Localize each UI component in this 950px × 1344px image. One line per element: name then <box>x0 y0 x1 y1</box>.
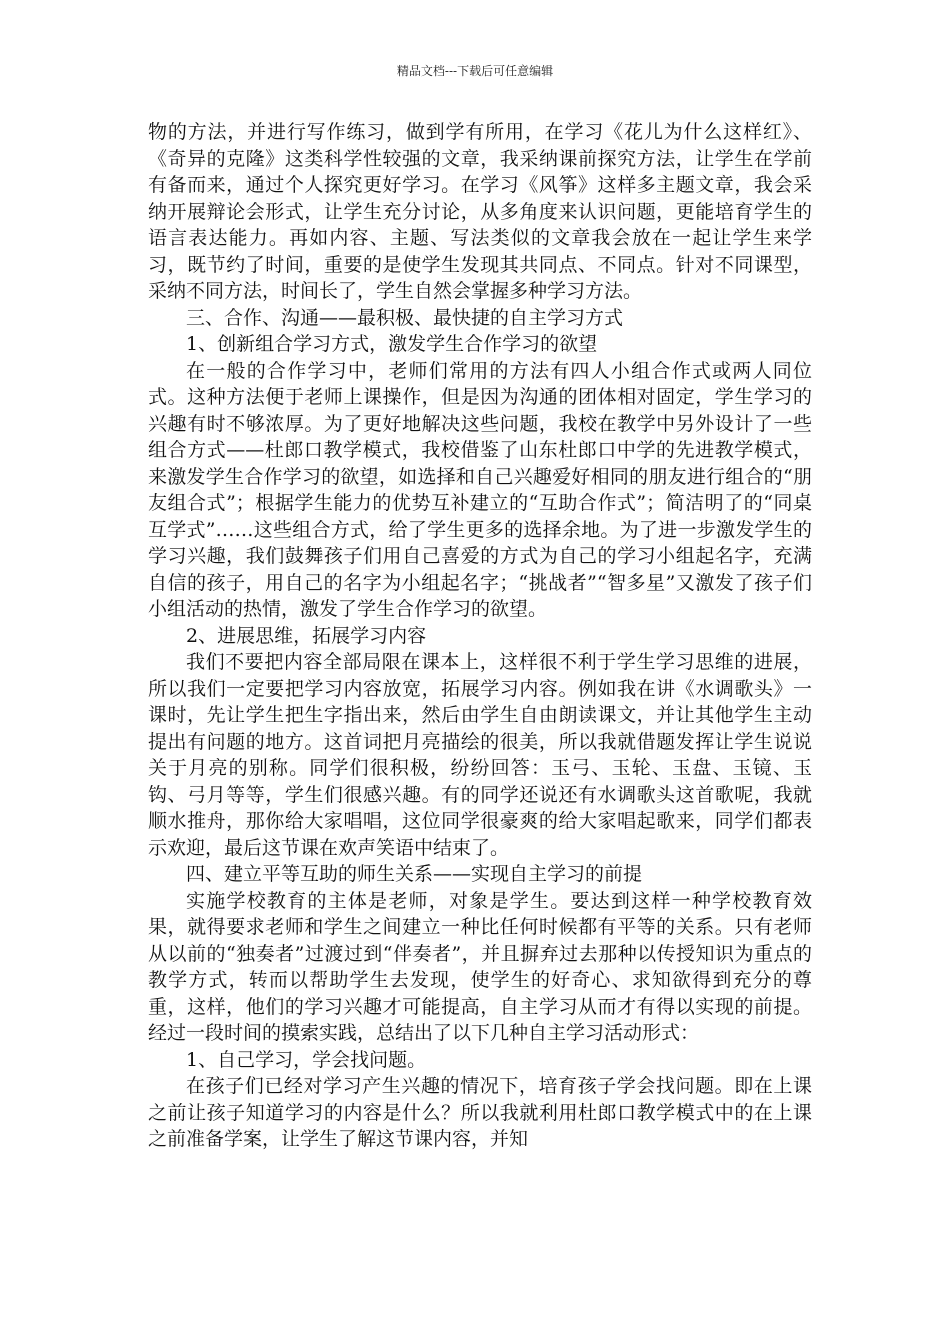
paragraph: 物的方法，并进行写作练习，做到学有所用，在学习《花儿为什么这样红》、《奇异的克隆》这类科学性较强的文章，我采纳课前探究方法，让学生在学前有备而来，通过个人探究更好学习。在学习《风筝》这样多主题文章，我会采纳开展辩论会形式，让学生充分讨论，从多角度来认识问题，更能培育学生的语言表达能力。再如内容、主题、写法类似的文章我会放在一起让学生来学习，既节约了时间，重要的是使学生发现其共同点、不同点。针对不同课型，采纳不同方法，时间长了，学生自然会掌握多种学习方法。 <box>148 121 812 302</box>
subsection-heading: 1、自己学习，学会找问题。 <box>186 1048 427 1071</box>
paragraph: 在一般的合作学习中，老师们常用的方法有四人小组合作式或两人同位式。这种方法便于老师上课操作，但是因为沟通的团体相对固定，学生学习的兴趣有时不够浓厚。为了更好地解决这些问题，我校在教学中另外设计了一些组合方式——杜郎口教学模式，我校借鉴了山东杜郎口中学的先进教学模式，来激发学生合作学习的欲望，如选择和自己兴趣爱好相同的朋友进行组合的“朋友组合式”；根据学生能力的优势互补建立的“互助合作式”；简洁明了的“同桌互学式”……这些组合方式，给了学生更多的选择余地。为了进一步激发学生的学习兴趣，我们鼓舞孩子们用自己喜爱的方式为自己的学习小组起名字，充满自信的孩子，用自己的名字为小组起名字；“挑战者”“智多星”又激发了孩子们小组活动的热情，激发了学生合作学习的欲望。 <box>148 359 812 620</box>
paragraph: 在孩子们已经对学习产生兴趣的情况下，培育孩子学会找问题。即在上课之前让孩子知道学习的内容是什么？所以我就利用杜郎口教学模式中的在上课之前准备学案，让学生了解这节课内容，并知 <box>148 1075 812 1150</box>
section-heading: 三、合作、沟通——最积极、最快捷的自主学习方式 <box>186 306 624 329</box>
subsection-heading: 1、创新组合学习方式，激发学生合作学习的欲望 <box>186 333 598 355</box>
section-heading: 四、建立平等互助的师生关系——实现自主学习的前提 <box>186 863 643 885</box>
document-body <box>148 119 812 1153</box>
page-header: 精品文档---下载后可任意编辑 <box>396 64 554 78</box>
paragraph: 我们不要把内容全部局限在课本上，这样很不利于学生学习思维的进展，所以我们一定要把学习内容放宽，拓展学习内容。例如我在讲《水调歌头》一课时，先让学生把生字指出来，然后由学生自由朗读课文，并让其他学生主动提出有问题的地方。这首词把月亮描绘的很美，所以我就借题发挥让学生说说关于月亮的别称。同学们很积极，纷纷回答：玉弓、玉轮、玉盘、玉镜、玉钩、弓月等等，学生们很感兴趣。有的同学还说还有水调歌头这首歌呢，我就顺水推舟，那你给大家唱唱，这位同学很豪爽的给大家唱起歌来，同学们都表示欢迎，最后这节课在欢声笑语中结束了。 <box>148 651 812 859</box>
subsection-heading: 2、进展思维，拓展学习内容 <box>186 624 427 647</box>
paragraph: 实施学校教育的主体是老师，对象是学生。要达到这样一种学校教育效果，就得要求老师和学生之间建立一种比任何时候都有平等的关系。只有老师从以前的“独奏者”过渡过到“伴奏者”，并且摒弃过去那种以传授知识为重点的教学方式，转而以帮助学生去发现，使学生的好奇心、求知欲得到充分的尊重，这样，他们的学习兴趣才可能提高，自主学习从而才有得以实现的前提。经过一段时间的摸索实践，总结出了以下几种自主学习活动形式： <box>148 889 812 1044</box>
